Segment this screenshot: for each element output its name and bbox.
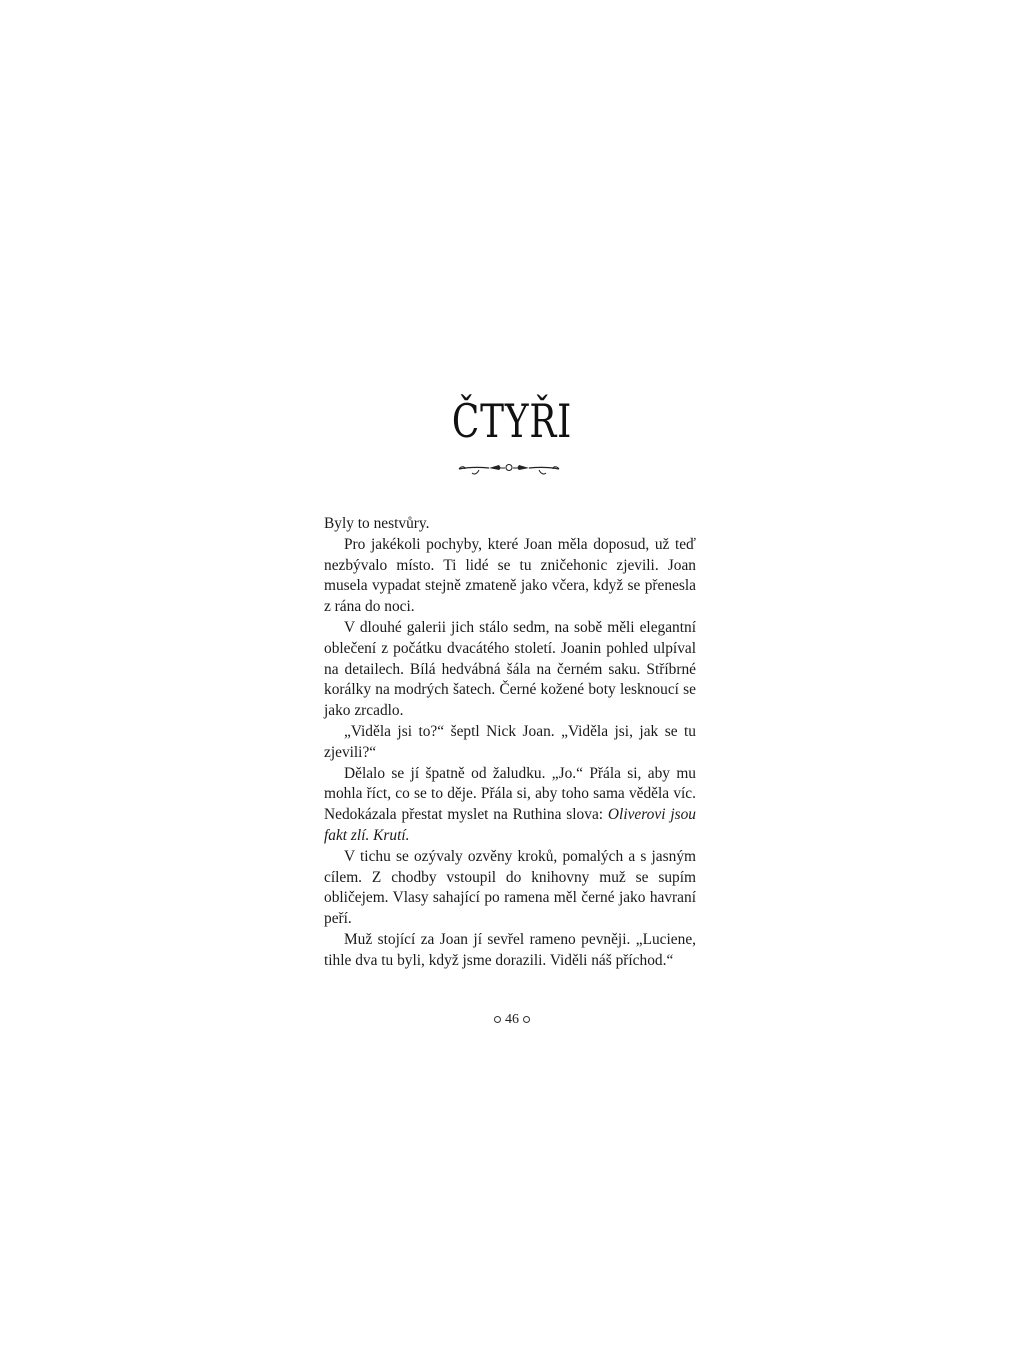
italic-quote: Oliverovi jsou fakt zlí. Krutí. — [324, 806, 696, 844]
paragraph-text: Dělalo se jí špatně od žaludku. „Jo.“ Přála si, aby mu mohla říct, co se to děje. Přála si, aby toho sama věděla víc. Nedokázala přestat myslet na Ruthina slova: — [324, 764, 696, 824]
dot-ornament-icon — [494, 1016, 501, 1023]
dot-ornament-icon — [523, 1016, 530, 1023]
flourish-ornament-icon — [457, 457, 561, 477]
paragraph: Pro jakékoli pochyby, které Joan měla doposud, už teď nezbývalo místo. Ti lidé se tu zničehonic zjevili. Joan musela vypadat stejně zmateně jako včera, když se přenesla z rána do noci. — [324, 535, 696, 616]
chapter-title: ČTYŘI — [451, 394, 573, 448]
paragraph: Byly to nestvůry. — [324, 515, 430, 532]
page-folio — [0, 1012, 1024, 1028]
paragraph: „Viděla jsi to?“ šeptl Nick Joan. „Viděla jsi, jak se tu zjevili?“ — [324, 722, 696, 761]
chapter-body — [324, 514, 696, 972]
paragraph: V tichu se ozývaly ozvěny kroků, pomalých a s jasným cílem. Z chodby vstoupil do knihovny muž se supím obličejem. Vlasy sahající po ramena měl černé jako havraní peří. — [324, 847, 696, 928]
paragraph: V dlouhé galerii jich stálo sedm, na sobě měli elegantní oblečení z počátku dvacátého století. Joanin pohled ulpíval na detailech. Bílá hedvábná šála na černém saku. Stříbrné korálky na modrých šatech. Černé kožené boty lesknoucí se jako zrcadlo. — [324, 618, 696, 720]
paragraph: Muž stojící za Joan jí sevřel rameno pevněji. „Luciene, tihle dva tu byli, když jsme dorazili. Viděli náš příchod.“ — [324, 930, 696, 969]
paragraph — [324, 764, 696, 847]
page-number: 46 — [505, 1012, 519, 1027]
